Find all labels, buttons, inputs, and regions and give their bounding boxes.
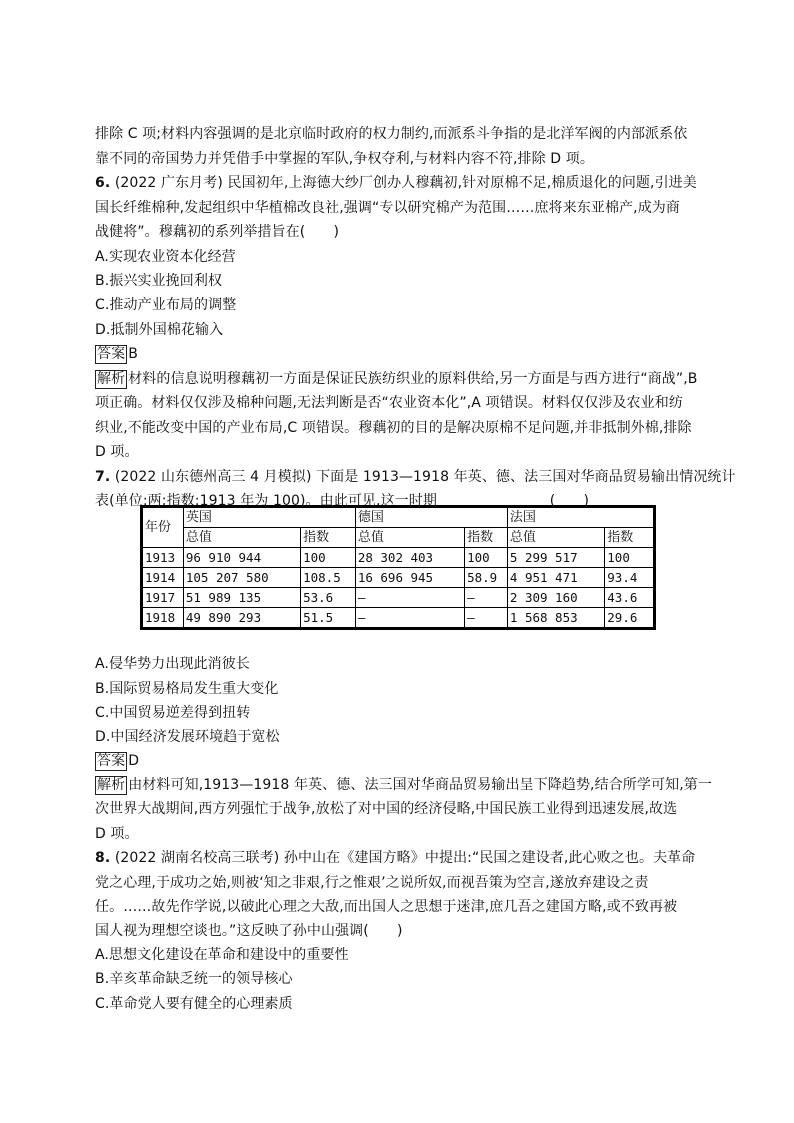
q6-option-a: A.实现农业资本化经营 xyxy=(95,249,236,265)
table-cell: 108.5 xyxy=(301,568,356,588)
table-cell: 16 696 945 xyxy=(355,568,464,588)
q7-stem-line: 表(单位:两;指数:1913 年为 100)。由此可见,这一时期 ( ) xyxy=(95,493,590,509)
q7-option-a: A.侵华势力出现此消彼长 xyxy=(95,656,250,672)
table-cell: 93.4 xyxy=(605,568,655,588)
q7-stem-line xyxy=(95,467,736,487)
sub-header-index: 指数 xyxy=(301,528,356,548)
table-cell: 105 207 580 xyxy=(183,568,300,588)
sub-header-total: 总值 xyxy=(183,528,300,548)
table-cell: 51 989 135 xyxy=(183,588,300,608)
intro-line: 靠不同的帝国势力并凭借手中掌握的军队,争权夺利,与材料内容不符,排除 D 项。 xyxy=(95,151,594,167)
table-cell: 100 xyxy=(301,548,356,568)
table-subheader-row xyxy=(142,528,655,548)
country-header-de: 德国 xyxy=(355,507,507,528)
q7-number: 7. xyxy=(95,469,111,485)
table-header-row xyxy=(142,507,655,528)
table-cell: 28 302 403 xyxy=(355,548,464,568)
q8-stem-line: 国人视为理想空谈也。”这反映了孙中山强调( ) xyxy=(95,923,403,939)
q6-stem-line: 战健将”。穆藕初的系列举措旨在( ) xyxy=(95,224,340,240)
analysis-text: 由材料可知,1913—1918 年英、德、法三国对华商品贸易输出呈下降趋势,结合所学可知,第一 xyxy=(128,777,712,793)
table-row xyxy=(142,548,655,568)
q6-analysis-line xyxy=(95,369,715,389)
country-header-uk: 英国 xyxy=(183,507,355,528)
year-header: 年份 xyxy=(142,507,184,548)
answer-tag: 答案 xyxy=(97,346,126,362)
q7-analysis-line: 次世界大战期间,西方列强忙于战争,放松了对中国的经济侵略,中国民族工业得到迅速发展,故选 xyxy=(95,801,678,817)
table-cell: 29.6 xyxy=(605,608,655,629)
q7-option-c: C.中国贸易逆差得到扭转 xyxy=(95,705,251,721)
country-header-fr: 法国 xyxy=(507,507,654,528)
q7-analysis-line: D 项。 xyxy=(95,826,139,842)
table-cell: — xyxy=(355,608,464,629)
table-cell: 2 309 160 xyxy=(507,588,604,608)
q8-option-c: C.革命党人要有健全的心理素质 xyxy=(95,996,293,1012)
q6-option-c: C.推动产业布局的调整 xyxy=(95,297,237,313)
intro-line: 排除 C 项;材料内容强调的是北京临时政府的权力制约,而派系斗争指的是北洋军阀的内部派系依 xyxy=(95,126,688,142)
sub-header-total: 总值 xyxy=(507,528,604,548)
q8-number: 8. xyxy=(95,850,111,866)
trade-table xyxy=(140,505,656,630)
sub-header-index: 指数 xyxy=(465,528,508,548)
year-cell: 1918 xyxy=(142,608,184,629)
table-cell: 100 xyxy=(465,548,508,568)
table-cell: 100 xyxy=(605,548,655,568)
q7-option-d: D.中国经济发展环境趋于宽松 xyxy=(95,729,280,745)
table-cell: 51.5 xyxy=(301,608,356,629)
table-cell: — xyxy=(465,588,508,608)
answer-value: D xyxy=(128,753,140,769)
q7-option-b: B.国际贸易格局发生重大变化 xyxy=(95,681,279,697)
table-cell: 53.6 xyxy=(301,588,356,608)
sub-header-total: 总值 xyxy=(355,528,464,548)
q8-stem-line xyxy=(95,848,715,868)
q6-option-d: D.抵制外国棉花输入 xyxy=(95,322,224,338)
q8-stem-text: (2022 湖南名校高三联考) 孙中山在《建国方略》中提出:“民国之建设者,此心败之也。夫革命 xyxy=(110,850,696,866)
table-row xyxy=(142,588,655,608)
table-cell: 1 568 853 xyxy=(507,608,604,629)
table-cell: 43.6 xyxy=(605,588,655,608)
sub-header-index: 指数 xyxy=(605,528,655,548)
table-row xyxy=(142,568,655,588)
q6-analysis-line: 织业,不能改变中国的产业布局,C 项错误。穆藕初的目的是解决原棉不足问题,并非抵制外棉,排除 xyxy=(95,420,692,436)
table-cell: — xyxy=(355,588,464,608)
q8-option-b: B.辛亥革命缺乏统一的领导核心 xyxy=(95,971,293,987)
table-cell: 4 951 471 xyxy=(507,568,604,588)
q7-analysis-line xyxy=(95,775,715,795)
q7-stem-text: (2022 山东德州高三 4 月模拟) 下面是 1913—1918 年英、德、法三国对华商品贸易输出情况统计 xyxy=(110,469,736,485)
q6-analysis-line: 项正确。材料仅仅涉及棉种问题,无法判断是否“农业资本化”,A 项错误。材料仅仅涉及农业和纺 xyxy=(95,395,683,411)
analysis-text: 材料的信息说明穆藕初一方面是保证民族纺织业的原料供给,另一方面是与西方进行“商战”,B xyxy=(128,371,698,387)
table-row xyxy=(142,608,655,629)
year-cell: 1917 xyxy=(142,588,184,608)
analysis-tag: 解析 xyxy=(97,371,126,387)
q8-stem-line: 党之心理,于成功之始,则被‘知之非艰,行之惟艰’之说所奴,而视吾策为空言,遂放弃建设之责 xyxy=(95,875,649,891)
table-cell: 96 910 944 xyxy=(183,548,300,568)
q8-stem-line: 任。……故先作学说,以破此心理之大敌,而出国人之思想于迷津,庶几吾之建国方略,或不致再被 xyxy=(95,899,678,915)
table-cell: 58.9 xyxy=(465,568,508,588)
q6-answer xyxy=(95,344,715,364)
year-cell: 1914 xyxy=(142,568,184,588)
q8-option-a: A.思想文化建设在革命和建设中的重要性 xyxy=(95,947,349,963)
q6-stem-line: 国长纤维棉种,发起组织中华植棉改良社,强调“专以研究棉产为范围……庶将来东亚棉产,成为商 xyxy=(95,200,681,216)
answer-value: B xyxy=(128,346,138,362)
table-cell: 5 299 517 xyxy=(507,548,604,568)
answer-tag: 答案 xyxy=(97,753,126,769)
table-cell: — xyxy=(465,608,508,629)
q6-stem-line xyxy=(95,173,715,193)
q6-option-b: B.振兴实业挽回利权 xyxy=(95,273,223,289)
q6-analysis-line: D 项。 xyxy=(95,444,139,460)
year-cell: 1913 xyxy=(142,548,184,568)
q7-answer xyxy=(95,751,715,771)
analysis-tag: 解析 xyxy=(97,777,126,793)
table-cell: 49 890 293 xyxy=(183,608,300,629)
q6-number: 6. xyxy=(95,175,111,191)
q6-stem-text: (2022 广东月考) 民国初年,上海德大纱厂创办人穆藕初,针对原棉不足,棉质退化的问题,引进美 xyxy=(110,175,697,191)
